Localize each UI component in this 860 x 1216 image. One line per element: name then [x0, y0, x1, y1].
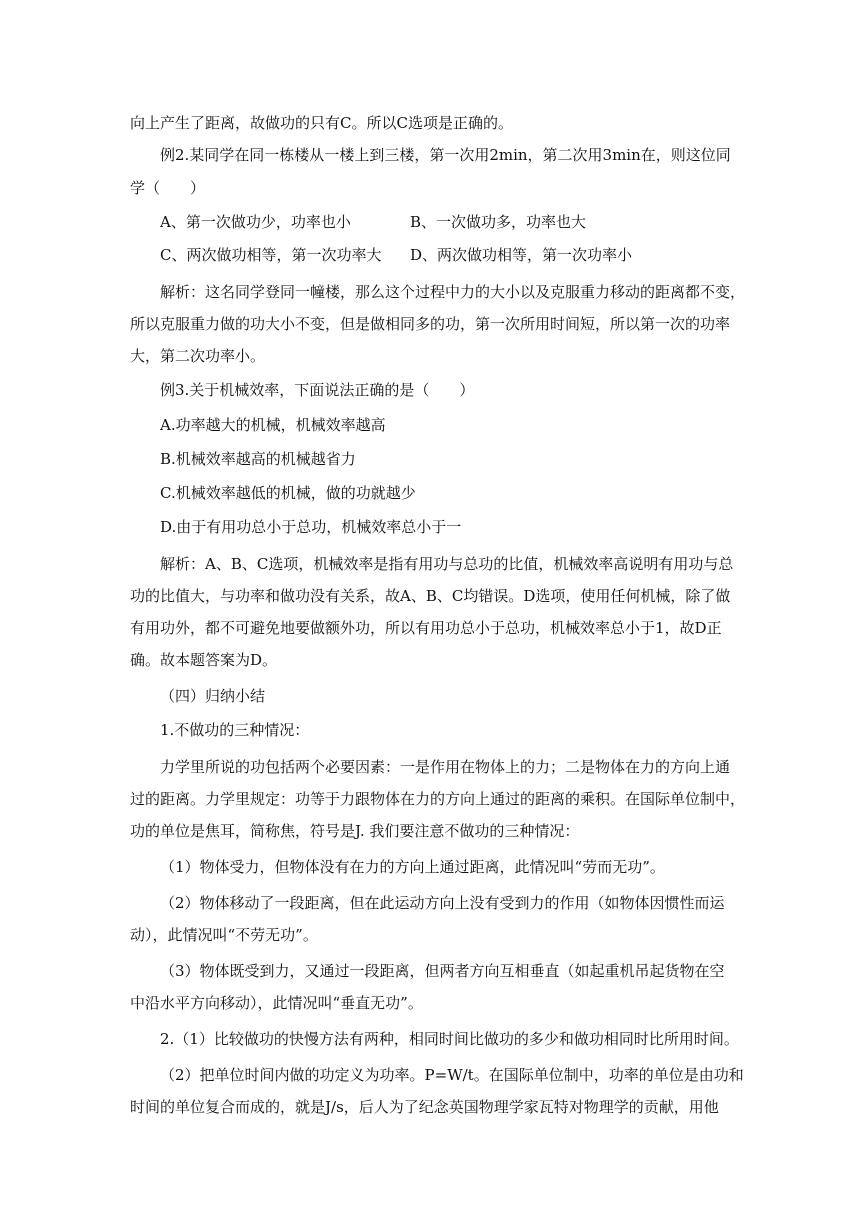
option-b: B.机械效率越高的机械越省力	[160, 450, 356, 468]
paragraph-line: 功的单位是焦耳，简称焦，符号是J. 我们要注意不做功的三种情况：	[130, 822, 580, 840]
case-2-cont: 动），此情况叫“不劳无功”。	[130, 926, 318, 944]
analysis-2-line: 所以克服重力做的功大小不变，但是做相同多的功，第一次所用时间短，所以第一次的功率	[130, 315, 731, 333]
option-d: D、两次做功相等，第一次功率小	[410, 246, 633, 264]
point-2-1: 2.（1）比较做功的快慢方法有两种，相同时间比做功的多少和做功相同时比所用时间。	[160, 1030, 739, 1048]
case-3: （3）物体既受到力，又通过一段距离，但两者方向互相垂直（如起重机吊起货物在空	[160, 962, 725, 980]
case-2: （2）物体移动了一段距离，但在此运动方向上没有受到力的作用（如物体因惯性而运	[160, 894, 725, 912]
option-c: C、两次做功相等，第一次功率大	[160, 246, 382, 264]
option-d: D.由于有用功总小于总功，机械效率总小于一	[160, 518, 462, 536]
paragraph-line: 力学里所说的功包括两个必要因素：一是作用在物体上的力；二是物体在力的方向上通	[160, 758, 731, 776]
analysis-3-line: 解析：A、B、C选项，机械效率是指有用功与总功的比值，机械效率高说明有用功与总	[160, 555, 734, 573]
option-a: A.功率越大的机械，机械效率越高	[160, 416, 386, 434]
example-3-question: 例3.关于机械效率，下面说法正确的是（ ）	[160, 381, 475, 399]
analysis-3-line: 确。故本题答案为D。	[130, 651, 278, 669]
section-heading: （四）归纳小结	[160, 687, 266, 705]
analysis-3-line: 功的比值大，与功率和做功没有关系，故A、B、C均错误。D选项，使用任何机械，除了做	[130, 587, 731, 605]
option-a: A、第一次做功少，功率也小	[160, 213, 351, 231]
case-1: （1）物体受力，但物体没有在力的方向上通过距离，此情况叫“劳而无功”。	[160, 858, 665, 876]
analysis-2-line: 解析：这名同学登同一幢楼，那么这个过程中力的大小以及克服重力移动的距离都不变，	[160, 283, 746, 301]
subheading: 1.不做功的三种情况：	[160, 721, 310, 739]
case-3-cont: 中沿水平方向移动），此情况叫“垂直无功”。	[130, 994, 423, 1012]
text-line: 向上产生了距离，故做功的只有C。所以C选项是正确的。	[130, 114, 513, 132]
example-2-question: 例2.某同学在同一栋楼从一楼上到三楼，第一次用2min，第二次用3min在，则这位同	[160, 146, 731, 164]
example-2-question-cont: 学（ ）	[130, 179, 206, 197]
option-b: B、一次做功多，功率也大	[410, 213, 587, 231]
paragraph-line: 过的距离。力学里规定：功等于力跟物体在力的方向上通过的距离的乘积。在国际单位制中，	[130, 790, 746, 808]
analysis-2-line: 大，第二次功率小。	[130, 347, 266, 365]
analysis-3-line: 有用功外，都不可避免地要做额外功，所以有用功总小于总功，机械效率总小于1，故D正	[130, 619, 722, 637]
point-2-2-cont: 时间的单位复合而成的，就是J/s，后人为了纪念英国物理学家瓦特对物理学的贡献，用他	[130, 1098, 719, 1116]
point-2-2: （2）把单位时间内做的功定义为功率。P=W/t。在国际单位制中，功率的单位是由功和	[160, 1066, 744, 1084]
option-c: C.机械效率越低的机械，做的功就越少	[160, 484, 416, 502]
